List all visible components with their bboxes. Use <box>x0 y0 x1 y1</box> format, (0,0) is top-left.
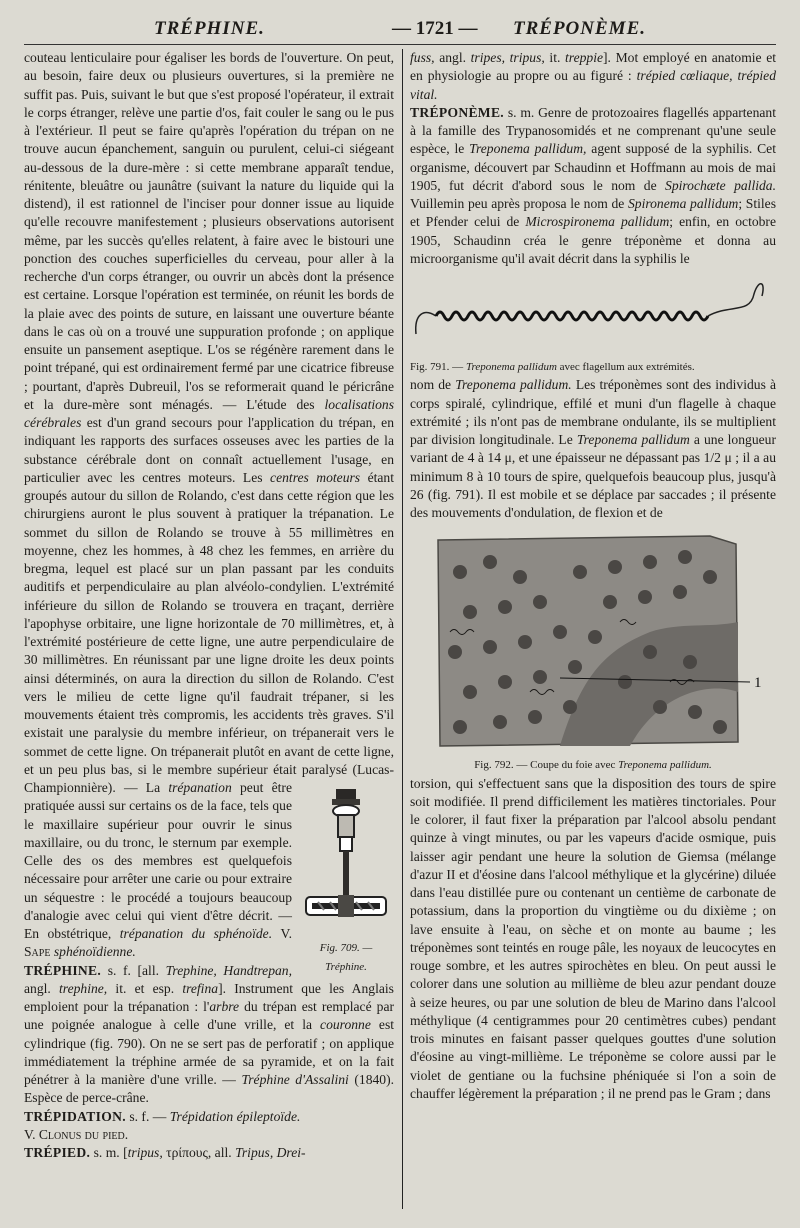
text-run: a une longueur variant de 4 à 14 μ, et une épaisseur ne dépassant pas 1/2 μ ; il a au minimum 8 à 10 tours de spire, quelquefois beaucoup plus, jusqu'à 26 (fig. 791). Il est mobile et se déplace par saccades ; il présente des mouvements d'ondulation, de flexion et de <box>410 432 776 520</box>
caption-text: Fig. 792. — Coupe du foie avec <box>474 759 616 772</box>
figure-792-caption <box>410 756 776 774</box>
italic-term: sphénoïdienne. <box>53 944 136 960</box>
text-run: torsion, qui s'effectuent sans que la disposition des tours de spire soit modifiée. Il prend difficilement les matières tinctoriales. Pour le colorer, il faut fixer la préparation par l'alcool absolu pendant quinze à vingt minutes, ou par les vapeurs d'acide osmique, puis laisser agir pendant une heure la solution de Giemsa (mélange d'azur II et d'éosine dans l'alcool méthylique et la glycérine) diluée dans l'eau distillée pure ou contenant un centième de carbonate de potassium, dans la proportion du vingtième ou du dixième ; on lave ensuite à l'eau, on sèche et on monte au baume ; les tréponèmes sont teintés en rouge pâle, les noyaux de leucocytes en rouge sombre, et les autres spirochètes en bleu. On peut aussi le colorer dans une solution au millième de bleu azur pendant douze à seize heures, ou par une solution de bleu de Marino dans l'alcool méthylique (4 centigrammes pour 20 centimètres cubes) pendant trois minutes en faisant passer quelques gouttes d'une solution d'éosine au vingt-millième. Le tréponème se colore aussi par le violet de gentiane ou la fuchsine phéniquée si l'on a soin de chauffer légèrement la préparation ; il ne prend pas le Gram ; dans <box>410 775 776 1101</box>
text-run: étant groupés autour du sillon de Rolando, c'est dans cette région que les chirurgiens auront le plus souvent à pratiquer la trépanation. Le sommet du sillon de Rolando se trouve à 55 millimètres en moyenne, chez les hommes, à 48 chez les femmes, en arrière du bregma, lequel est placé sur un plan passant par les conduits auditifs et perpendiculaire au plan alvéolo-condylien. L'extrémité inférieure du sillon de Rolando se trouvera en traçant, derrière l'apophyse orbitaire, une ligne horizontale de 70 millimètres, et, à l'extrémité postérieure de cette ligne, une autre perpendiculaire de 30 millimètres. En réunissant par une ligne droite les deux points ainsi déterminés, on aura la direction du sillon de Rolando. C'est vers le milieu de cette ligne qu'il faudrait trépaner, si les mouvements étaient très compromis, les accidents très graves. S'il existait une paralysie du membre inférieur, on trépanerait vers le sommet de cette ligne. On trépanerait plutôt en avant de cette ligne, et un peu plus bas, si le membre supérieur était paralysé (Lucas-Championnière). — La <box>24 469 394 795</box>
text-run: ; enfin, en octobre 1905, Schaudinn créa le genre tréponème et donna au microorganisme qu'il avait décrit dans la syphilis le <box>410 214 776 266</box>
cross-reference: V. Clonus du pied. <box>24 1126 129 1142</box>
italic-term: Tréphine d'Assalini <box>241 1072 349 1087</box>
page-number: — 1721 — <box>392 18 478 39</box>
text-run: s. f. [all. <box>107 962 159 978</box>
italic-term: Spirochæte pallida. <box>665 177 776 193</box>
text-run: it. et esp. <box>115 980 175 996</box>
right-column <box>410 49 776 1103</box>
italic-term: trépied cœliaque, trépied vital. <box>410 68 776 102</box>
italic-term: Microspironema pallidum <box>525 214 670 230</box>
italic-term: centres moteurs <box>270 469 361 485</box>
text-run: agent supposé de la syphilis. Cet organisme, découvert par Schaudinn et Hoffmann au mois de mai 1905, fut décrit d'abord sous le nom de <box>410 141 776 193</box>
running-header <box>24 14 776 45</box>
italic-term: trefina <box>182 980 219 996</box>
figure-792 <box>410 532 776 752</box>
entry-trepidation <box>24 1108 394 1145</box>
italic-term: tripes, tripus, <box>470 50 545 65</box>
entry-treponeme-staining <box>410 775 776 1104</box>
text-run: (1840). Espèce de perce-crâne. <box>24 1072 395 1106</box>
headword: TRÉPIDATION. <box>24 1108 126 1124</box>
italic-term: trépanation du sphénoïde. <box>119 926 273 941</box>
italic-term: couronne <box>320 1017 371 1033</box>
header-left-word: TRÉPHINE. <box>154 18 265 39</box>
italic-term: Treponema pallidum, <box>469 141 587 157</box>
figure-709-caption: Fig. 709. — Tréphine. <box>319 942 373 973</box>
italic-term: localisations cérébrales <box>24 396 395 430</box>
text-run: ; Stiles et Pfender celui de <box>410 196 777 230</box>
trephine-illustration <box>298 785 394 933</box>
caption-text: avec flagellum aux extrémités. <box>559 361 695 373</box>
column-divider <box>402 49 403 1209</box>
treponema-spiral-illustration <box>410 274 776 358</box>
entry-trephine <box>24 962 394 1108</box>
headword: TRÉPIED. <box>24 1145 91 1160</box>
text-columns <box>24 49 776 1219</box>
cross-reference: V. Sape <box>24 926 292 960</box>
greek-term: τρίπους, <box>166 1145 212 1160</box>
left-column <box>24 49 394 1162</box>
italic-term: tripus, <box>127 1145 163 1160</box>
text-run: s. m. [ <box>93 1145 128 1160</box>
figure-709 <box>298 785 394 975</box>
italic-term: Spironema pallidum <box>627 196 739 211</box>
text-run: all. <box>214 1145 232 1160</box>
italic-term: Treponema pallidum. <box>455 377 572 393</box>
italic-term: Tripus, Drei- <box>235 1145 306 1160</box>
text-run: nom de <box>410 377 452 393</box>
liver-section-illustration <box>410 532 776 752</box>
text-run: it. <box>549 50 561 65</box>
italic-term: Treponema pallidum <box>465 361 557 373</box>
italic-term: Treponema pallidum. <box>618 759 712 772</box>
entry-trepied <box>24 1144 394 1162</box>
headword: TRÉPONÈME. <box>410 104 505 120</box>
figure-791 <box>410 274 776 358</box>
text-run: est cylindrique (fig. 790). On ne se sert pas de perforatif ; on applique immédiatement la tréphine armée de sa pyramide, et on la fait pénétrer à la manière d'une vrille. — <box>24 1017 395 1087</box>
italic-term: Treponema pallidum <box>576 432 690 447</box>
text-run: ]. Instrument que les Anglais emploient pour la trépanation : l' <box>24 980 394 1014</box>
italic-term: arbre <box>209 999 240 1014</box>
header-right-word: TRÉPONÈME. <box>513 18 646 39</box>
italic-term: treppie <box>565 50 604 65</box>
entry-treponeme <box>410 104 776 268</box>
headword: TRÉPHINE. <box>24 962 102 978</box>
text-run: s. m. Genre de protozoaires flagellés appartenant à la famille des Trypanosomidés et ne comprenant qu'une seule espèce, le <box>410 104 776 157</box>
italic-term: trépanation <box>168 780 232 795</box>
text-run: Vuillemin peu après proposa le nom de <box>410 196 625 211</box>
text-run: angl. <box>439 50 467 65</box>
italic-term: Trépidation épileptoïde. <box>169 1108 301 1124</box>
text-run: ]. Mot employé en anatomie et en physiologie au propre ou au figuré : <box>410 50 777 84</box>
italic-term: trephine, <box>59 980 108 996</box>
text-run: peut être pratiquée aussi sur certains os de la face, tels que le maxillaire supérieur pour ouvrir le sinus maxillaire, ou du tronc, le sternum par exemple. Celle des os des membres est quelquefois nécessaire pour arrêter une carie ou pour extraire un séquestre : le procédé a toujours beaucoup d'analogie avec celui qui vient d'être décrit. — En obstétrique, <box>24 780 292 941</box>
figure-label: 1 <box>754 675 762 692</box>
entry-trepied-continued <box>410 49 776 104</box>
entry-treponeme-description <box>410 376 776 522</box>
italic-term: fuss, <box>410 50 435 65</box>
text-run: couteau lenticulaire pour égaliser les bords de l'ouverture. On peut, au besoin, faire deux ou plusieurs ouvertures, si la première ne suffit pas. Puis, suivant le but que s'est proposé l'opérateur, il extrait le corps étranger, relève une partie d'os, fait couler le sang ou le pus à l'extérieur. Il peut se faire qu'après l'opération du trépan on ne trouve aucun épanchement, sanguin ou purulent, celui-ci siégeant au-dessous de la dure-mère : si cette membrane apparaît tendue, rénitente, bleuâtre ou jaunâtre (suivant la nature du liquide qui la distend), il est rationnel de l'inciser pour donner issue au liquide qu'elle recouvre manifestement ; plusieurs observations autorisent même, par les succès qu'elles relatent, à faire avec le bistouri une ponction des couches superficielles du cerveau, pour aller à la recherche d'un corps étranger, ou ouvrir un abcès dont la présence est certaine. Lorsque l'opération est terminée, on réunit les bords de la plaie avec des points de suture, en laissant une ouverture béante dans le cas où on a trouvé une suppuration profonde ; on applique ensuite un pansement aseptique. L'os se régénère rarement dans le point trépané, qui est ordinairement fermé par une cicatrice fibreuse ; pourtant, d'après Dubreuil, l'os se reformerait quand le péricrâne et la dure-mère sont ménagés. — L'étude des <box>24 50 394 412</box>
text-run: s. f. — <box>129 1108 167 1124</box>
text-run: est d'un grand secours pour l'application du trépan, en indiquant les rapports des surfaces osseuses avec les parties de la substance cérébrale dont on connaît actuellement l'usage, en particulier avec les centres moteurs. Les <box>24 415 394 485</box>
text-run: du trépan est remplacé par une poignée analogue à celle d'une vrille, et la <box>24 999 395 1033</box>
text-run: angl. <box>24 980 51 996</box>
caption-text: Fig. 791. — <box>410 361 464 373</box>
figure-791-caption <box>410 358 776 376</box>
italic-term: Trephine, Handtrepan, <box>165 962 292 978</box>
text-run: Les tréponèmes sont des individus à corps spiralé, cylindrique, effilé et muni d'un flagelle à chaque extrémité ; ils n'ont pas de membrane ondulante, ils se multiplient par division longitudinale. Le <box>410 377 776 447</box>
